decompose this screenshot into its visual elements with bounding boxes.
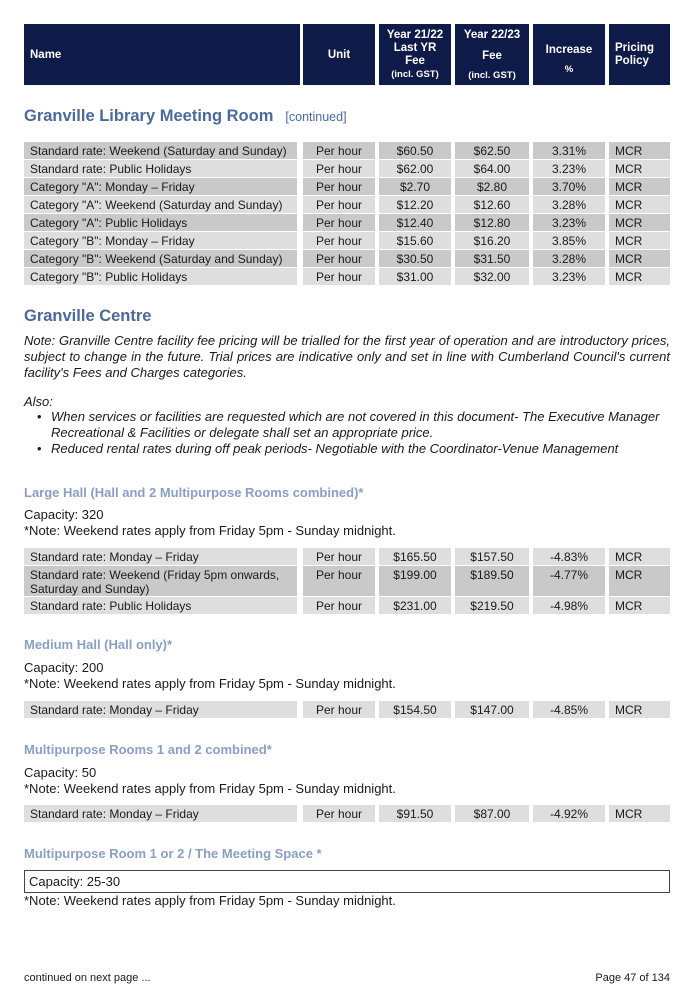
also-label: Also:: [24, 394, 53, 409]
centre-section-title: Granville Centre: [24, 307, 152, 325]
header-year1-line4: (incl. GST): [391, 69, 439, 80]
library-title: Granville Library Meeting Room: [24, 107, 274, 125]
row-unit: Per hour: [303, 142, 375, 159]
row-name: Standard rate: Monday – Friday: [24, 548, 297, 565]
row-fee-2223: $147.00: [455, 701, 529, 718]
row-unit: Per hour: [303, 214, 375, 231]
header-year-2122: [379, 24, 451, 85]
row-policy: MCR: [609, 597, 670, 614]
header-year1-line3: Fee: [405, 55, 425, 67]
table-row: [24, 805, 670, 822]
row-policy: MCR: [609, 232, 670, 249]
row-unit: Per hour: [303, 196, 375, 213]
row-fee-2122: $165.50: [379, 548, 451, 565]
header-name-label: Name: [30, 48, 62, 61]
row-increase: 3.85%: [533, 232, 605, 249]
row-increase: 3.31%: [533, 142, 605, 159]
mp-single-capacity: Capacity: 25-30: [24, 870, 670, 893]
header-increase-line1: Increase: [545, 43, 593, 56]
row-fee-2223: $2.80: [455, 178, 529, 195]
row-name: Category "B": Weekend (Saturday and Sunday): [24, 250, 297, 267]
centre-bullet-list: [24, 409, 670, 457]
row-fee-2223: $87.00: [455, 805, 529, 822]
list-item: • When services or facilities are requested which are not covered in this document- The Executive Manager Recreational & Facilities or delegate shall set an appropriate price.: [24, 409, 670, 441]
header-policy-line2: Policy: [615, 54, 649, 67]
table-row: [24, 566, 670, 596]
row-increase: 3.23%: [533, 268, 605, 285]
row-fee-2223: $64.00: [455, 160, 529, 177]
table-row: [24, 701, 670, 718]
row-fee-2122: $31.00: [379, 268, 451, 285]
row-policy: MCR: [609, 566, 670, 596]
row-fee-2122: $12.20: [379, 196, 451, 213]
medium-hall-note: *Note: Weekend rates apply from Friday 5pm - Sunday midnight.: [24, 676, 396, 691]
table-row: [24, 196, 670, 213]
row-unit: Per hour: [303, 268, 375, 285]
row-name: Standard rate: Public Holidays: [24, 160, 297, 177]
row-policy: MCR: [609, 214, 670, 231]
row-increase: 3.28%: [533, 250, 605, 267]
large-hall-note: *Note: Weekend rates apply from Friday 5pm - Sunday midnight.: [24, 523, 396, 538]
row-fee-2122: $199.00: [379, 566, 451, 596]
row-name: Category "B": Public Holidays: [24, 268, 297, 285]
row-fee-2122: $12.40: [379, 214, 451, 231]
table-row: [24, 548, 670, 565]
row-unit: Per hour: [303, 232, 375, 249]
large-hall-title: Large Hall (Hall and 2 Multipurpose Rooms combined)*: [24, 485, 364, 500]
row-name: Standard rate: Public Holidays: [24, 597, 297, 614]
row-policy: MCR: [609, 142, 670, 159]
table-row: [24, 214, 670, 231]
row-name-line2: Saturday and Sunday): [30, 582, 150, 596]
row-name: [24, 566, 297, 596]
row-name: Category "A": Monday – Friday: [24, 178, 297, 195]
row-fee-2223: $157.50: [455, 548, 529, 565]
table-row: [24, 232, 670, 249]
row-unit: Per hour: [303, 250, 375, 267]
header-policy-line1: Pricing: [615, 41, 654, 54]
row-fee-2223: $189.50: [455, 566, 529, 596]
table-row: [24, 178, 670, 195]
row-policy: MCR: [609, 160, 670, 177]
header-name: [24, 24, 300, 85]
row-policy: MCR: [609, 548, 670, 565]
large-hall-capacity: Capacity: 320: [24, 507, 104, 522]
mp-single-note: *Note: Weekend rates apply from Friday 5pm - Sunday midnight.: [24, 893, 396, 908]
row-fee-2223: $12.60: [455, 196, 529, 213]
row-name: Standard rate: Monday – Friday: [24, 805, 297, 822]
page-number: Page 47 of 134: [595, 972, 670, 984]
header-year-2223: [455, 24, 529, 85]
row-increase: -4.85%: [533, 701, 605, 718]
row-policy: MCR: [609, 250, 670, 267]
mp-combined-capacity: Capacity: 50: [24, 765, 97, 780]
mp-single-title: Multipurpose Room 1 or 2 / The Meeting Space *: [24, 846, 322, 861]
row-fee-2223: $31.50: [455, 250, 529, 267]
mp-combined-note: *Note: Weekend rates apply from Friday 5pm - Sunday midnight.: [24, 781, 396, 796]
header-year1-line2: Last YR: [393, 42, 437, 54]
row-unit: Per hour: [303, 548, 375, 565]
row-name: Standard rate: Weekend (Saturday and Sunday): [24, 142, 297, 159]
list-item: • Reduced rental rates during off peak periods- Negotiable with the Coordinator-Venue Management: [24, 441, 670, 457]
header-unit-label: Unit: [327, 48, 351, 61]
row-fee-2122: $62.00: [379, 160, 451, 177]
row-fee-2223: $219.50: [455, 597, 529, 614]
header-year1-line1: Year 21/22: [386, 29, 444, 41]
row-unit: Per hour: [303, 701, 375, 718]
row-name: Category "A": Public Holidays: [24, 214, 297, 231]
header-year2-line3: (incl. GST): [468, 69, 516, 81]
library-section-title: [24, 107, 347, 126]
row-policy: MCR: [609, 701, 670, 718]
row-fee-2122: $154.50: [379, 701, 451, 718]
row-name: Category "A": Weekend (Saturday and Sunday): [24, 196, 297, 213]
row-increase: 3.28%: [533, 196, 605, 213]
row-increase: -4.92%: [533, 805, 605, 822]
row-fee-2122: $231.00: [379, 597, 451, 614]
row-name: Standard rate: Monday – Friday: [24, 701, 297, 718]
continued-footer: continued on next page ...: [24, 972, 151, 984]
row-fee-2223: $32.00: [455, 268, 529, 285]
row-policy: MCR: [609, 268, 670, 285]
row-fee-2223: $16.20: [455, 232, 529, 249]
header-unit: [303, 24, 375, 85]
row-increase: 3.23%: [533, 214, 605, 231]
header-pricing-policy: [609, 24, 670, 85]
continued-label: [continued]: [285, 110, 347, 124]
header-year2-line1: Year 22/23: [463, 28, 521, 41]
row-unit: Per hour: [303, 805, 375, 822]
centre-note: Note: Granville Centre facility fee pricing will be trialled for the first year of operation and are introductory prices, subject to change in the future. Trial prices are indicative only and set in line with Cumberland Council's current facility's Fees and Charges categories.: [24, 333, 670, 380]
row-unit: Per hour: [303, 160, 375, 177]
table-header: [24, 24, 670, 85]
row-policy: MCR: [609, 178, 670, 195]
row-unit: Per hour: [303, 178, 375, 195]
header-increase: [533, 24, 605, 85]
row-fee-2122: $91.50: [379, 805, 451, 822]
table-row: [24, 268, 670, 285]
row-name: Category "B": Monday – Friday: [24, 232, 297, 249]
mp-combined-title: Multipurpose Rooms 1 and 2 combined*: [24, 742, 272, 757]
row-fee-2122: $30.50: [379, 250, 451, 267]
row-increase: 3.23%: [533, 160, 605, 177]
row-increase: -4.83%: [533, 548, 605, 565]
medium-hall-capacity: Capacity: 200: [24, 660, 104, 675]
table-row: [24, 597, 670, 614]
header-increase-line2: %: [564, 63, 574, 75]
row-fee-2122: $15.60: [379, 232, 451, 249]
row-policy: MCR: [609, 805, 670, 822]
row-unit: Per hour: [303, 597, 375, 614]
row-increase: -4.98%: [533, 597, 605, 614]
table-row: [24, 250, 670, 267]
row-increase: -4.77%: [533, 566, 605, 596]
header-year2-line2: Fee: [482, 49, 502, 62]
table-row: [24, 142, 670, 159]
table-row: [24, 160, 670, 177]
row-fee-2223: $12.80: [455, 214, 529, 231]
row-name-line1: Standard rate: Weekend (Friday 5pm onwards,: [30, 568, 280, 582]
row-fee-2122: $2.70: [379, 178, 451, 195]
row-increase: 3.70%: [533, 178, 605, 195]
row-fee-2122: $60.50: [379, 142, 451, 159]
row-unit: Per hour: [303, 566, 375, 596]
row-fee-2223: $62.50: [455, 142, 529, 159]
medium-hall-title: Medium Hall (Hall only)*: [24, 637, 173, 652]
row-policy: MCR: [609, 196, 670, 213]
